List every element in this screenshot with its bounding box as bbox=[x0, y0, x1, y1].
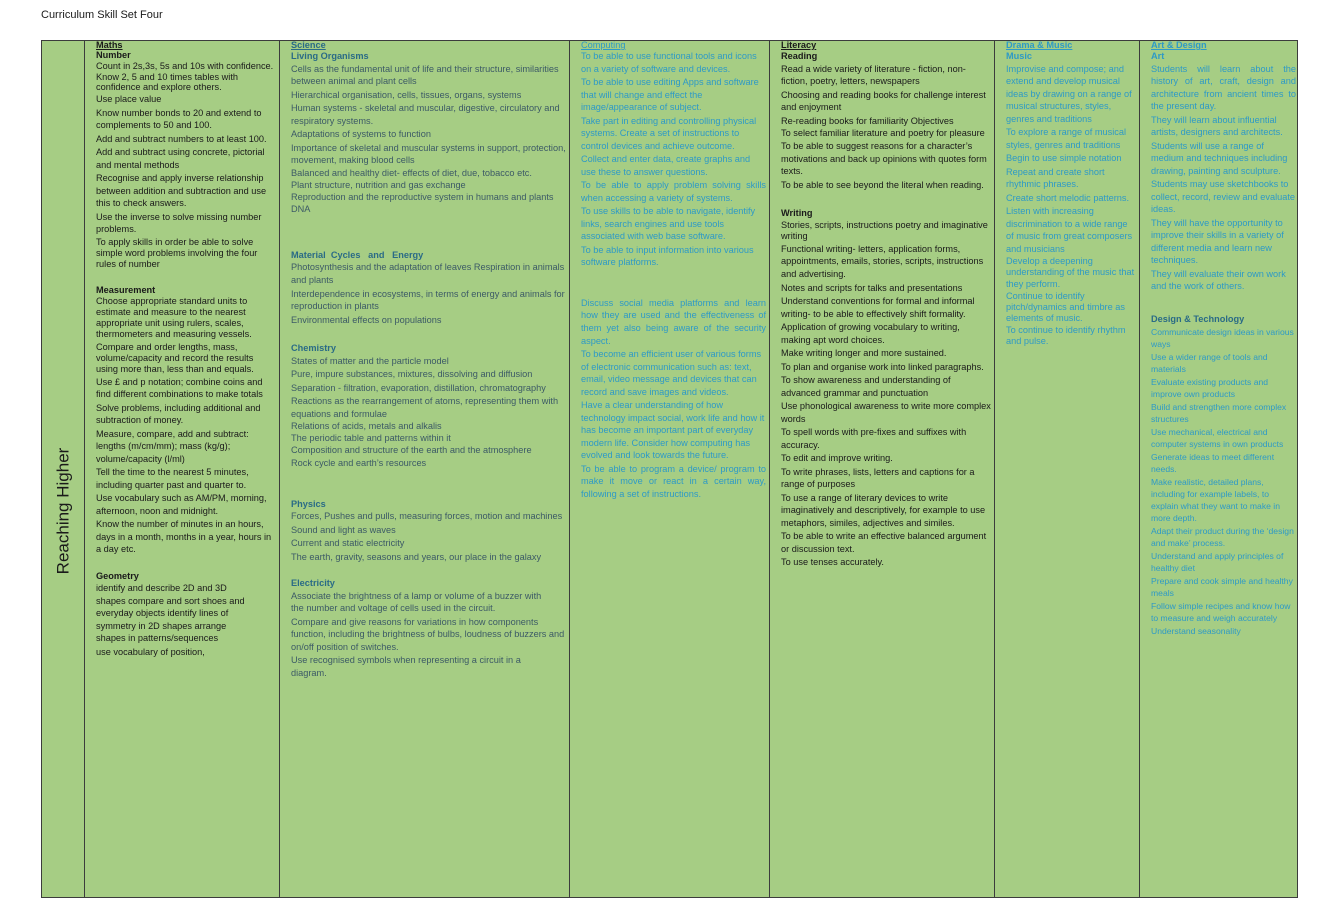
music-item: To explore a range of musical styles, genres and traditions bbox=[1006, 127, 1127, 150]
science-item: Cells as the fundamental unit of life and their structure, similarities between animal and plant cells bbox=[291, 63, 559, 87]
dt-item: Understand seasonality bbox=[1151, 626, 1241, 637]
maths-item: Use the inverse to solve missing number problems. bbox=[96, 211, 262, 235]
computing-item: To be able to input information into various software platforms. bbox=[581, 244, 754, 268]
dt-item: Understand and apply principles of healthy diet bbox=[1151, 551, 1284, 574]
science-item: The periodic table and patterns within it bbox=[291, 433, 451, 444]
literacy-item: To be able to suggest reasons for a character’s motivations and back up opinions with quotes form texts. bbox=[781, 141, 987, 177]
maths-geometry-heading: Geometry bbox=[96, 570, 139, 581]
art-item: Students will use a range of medium and techniques including drawing, painting and sculpture. bbox=[1151, 140, 1288, 176]
computing-item: Have a clear understanding of how technology impact social, work life and how it has become an important part of everyday modern life. Consider how computing has evolved and look towards the future. bbox=[581, 400, 765, 461]
maths-item: Know number bonds to 20 and extend to complements to 50 and 100. bbox=[96, 107, 262, 131]
maths-item: Use place value bbox=[96, 94, 162, 105]
maths-item: Use vocabulary such as AM/PM, morning, afternoon, noon and midnight. bbox=[96, 493, 267, 516]
computing-item: Collect and enter data, create graphs and use these to answer questions. bbox=[581, 154, 751, 177]
dt-item: Use mechanical, electrical and computer systems in own products bbox=[1151, 426, 1284, 449]
science-item: Plant structure, nutrition and gas exchange bbox=[291, 179, 466, 190]
literacy-item: To edit and improve writing. bbox=[781, 453, 893, 464]
literacy-item: To spell words with pre-fixes and suffixes with accuracy. bbox=[781, 427, 967, 450]
maths-measurement-heading: Measurement bbox=[96, 284, 156, 295]
art-item: They will learn about influential artists, designers and architects. bbox=[1151, 114, 1283, 138]
science-item: Composition and structure of the earth and the atmosphere bbox=[291, 445, 532, 456]
page-title: Curriculum Skill Set Four bbox=[41, 9, 163, 21]
music-heading: Music bbox=[1006, 51, 1033, 62]
literacy-item: To show awareness and understanding of advanced grammar and punctuation bbox=[781, 375, 951, 398]
art-heading: Art bbox=[1151, 51, 1165, 62]
science-item: Adaptations of systems to function bbox=[291, 129, 431, 140]
science-item: Associate the brightness of a lamp or volume of a buzzer with the number and voltage of cells used in the circuit. bbox=[291, 590, 542, 614]
science-item: Human systems - skeletal and muscular, digestive, circulatory and respiratory systems. bbox=[291, 103, 560, 126]
maths-item: Know the number of minutes in an hours, days in a month, months in a year, hours in a day etc. bbox=[96, 519, 272, 555]
literacy-item: To plan and organise work into linked paragraphs. bbox=[781, 361, 984, 372]
music-column bbox=[994, 41, 1139, 897]
literacy-item: Notes and scripts for talks and presentations bbox=[781, 282, 963, 293]
curriculum-table bbox=[41, 40, 1298, 898]
dt-item: Communicate design ideas in various ways bbox=[1151, 326, 1294, 349]
maths-item: To apply skills in order be able to solve simple word problems involving the four rules of number bbox=[96, 236, 258, 269]
row-label-cell bbox=[42, 41, 84, 897]
dt-item: Evaluate existing products and improve own products bbox=[1151, 376, 1269, 399]
science-item: The earth, gravity, seasons and years, our place in the galaxy bbox=[291, 551, 542, 562]
art-subject-heading: Art & Design bbox=[1151, 41, 1207, 50]
science-subject-heading: Science bbox=[291, 41, 326, 50]
literacy-item: Functional writing- letters, application forms, appointments, emails, stories, scripts, instructions and advertising. bbox=[781, 243, 984, 279]
literacy-item: Read a wide variety of literature - fiction, non-fiction, poetry, letters, newspapers bbox=[781, 63, 966, 87]
dt-item: Use a wider range of tools and materials bbox=[1151, 351, 1268, 374]
science-physics-heading: Physics bbox=[291, 498, 326, 509]
computing-column bbox=[569, 41, 769, 897]
science-electricity-heading: Electricity bbox=[291, 578, 335, 589]
maths-column bbox=[84, 41, 279, 897]
science-item: Rock cycle and earth’s resources bbox=[291, 458, 427, 469]
dt-item: Build and strengthen more complex structures bbox=[1151, 401, 1287, 424]
computing-item: To be able to apply problem solving skills when accessing a variety of systems. bbox=[581, 180, 766, 203]
science-item: Balanced and healthy diet- effects of diet, due, tobacco etc. bbox=[291, 167, 532, 178]
science-item: Reproduction and the reproductive system in humans and plants bbox=[291, 191, 554, 202]
literacy-item: Stories, scripts, instructions poetry and imaginative writing bbox=[781, 219, 988, 241]
science-item: Sound and light as waves bbox=[291, 524, 396, 535]
music-subject-heading: Drama & Music bbox=[1006, 41, 1073, 50]
computing-item: To become an efficient user of various forms of electronic communication such as: text, email, video message and devices that can record and save images and videos. bbox=[581, 349, 762, 397]
maths-item: identify and describe 2D and 3D shapes compare and sort shoes and everyday objects identify lines of symmetry in 2D shapes arrange shapes in patterns/sequences bbox=[96, 583, 245, 644]
literacy-subject-heading: Literacy bbox=[781, 41, 817, 50]
literacy-item: Choosing and reading books for challenge interest and enjoyment bbox=[781, 89, 986, 113]
science-item: Importance of skeletal and muscular systems in support, protection, movement, making blood cells bbox=[291, 142, 566, 166]
literacy-item: Re-reading books for familiarity Objectives bbox=[781, 115, 954, 126]
art-item: They will evaluate their own work and the work of others. bbox=[1151, 268, 1286, 292]
maths-number-heading: Number bbox=[96, 50, 131, 61]
computing-item: Discuss social media platforms and learn how they are used and the effectiveness of them yet also being aware of the security aspect. bbox=[581, 297, 766, 346]
science-item: States of matter and the particle model bbox=[291, 355, 449, 366]
literacy-writing-heading: Writing bbox=[781, 208, 813, 219]
art-item: They will have the opportunity to improve their skills in a variety of different media and learn new techniques. bbox=[1151, 217, 1284, 266]
science-item: Interdependence in ecosystems, in terms of energy and animals for reproduction in plants bbox=[291, 288, 565, 312]
science-item: Compare and give reasons for variations in how components function, including the brightness of bulbs, loudness of buzzers and on/off position of switches. bbox=[291, 616, 565, 652]
computing-subject-heading: Computing bbox=[581, 41, 626, 50]
maths-item: use vocabulary of position, bbox=[96, 646, 205, 657]
maths-item: Know 2, 5 and 10 times tables with confidence and explore others. bbox=[96, 71, 238, 92]
dt-item: Adapt their product during the ‘design and make’ process. bbox=[1151, 526, 1294, 549]
maths-item: Add and subtract using concrete, pictorial and mental methods bbox=[96, 147, 265, 170]
dt-item: Prepare and cook simple and healthy meals bbox=[1151, 576, 1293, 599]
science-item: Photosynthesis and the adaptation of leaves Respiration in animals and plants bbox=[291, 262, 565, 285]
computing-item: To be able to program a device/ program to make it move or react in a certain way, following a set of instructions. bbox=[581, 463, 766, 499]
music-item: Continue to identify pitch/dynamics and timbre as elements of music. bbox=[1006, 290, 1125, 323]
computing-item: To use skills to be able to navigate, identify links, search engines and use tools associated with web base software. bbox=[581, 206, 756, 242]
literacy-item: To be able to see beyond the literal when reading. bbox=[781, 179, 984, 190]
computing-item: To be able to use editing Apps and software that will change and effect the image/appearance of subject. bbox=[581, 77, 759, 113]
maths-item: Tell the time to the nearest 5 minutes, including quarter past and quarter to. bbox=[96, 467, 249, 490]
maths-item: Use £ and p notation; combine coins and find different combinations to make totals bbox=[96, 376, 263, 400]
science-item: Hierarchical organisation, cells, tissues, organs, systems bbox=[291, 89, 522, 100]
maths-item: Measure, compare, add and subtract: lengths (m/cm/mm); mass (kg/g); volume/capacity (l/ml) bbox=[96, 428, 249, 464]
science-item: Forces, Pushes and pulls, measuring forces, motion and machines bbox=[291, 511, 563, 522]
science-chemistry-heading: Chemistry bbox=[291, 343, 336, 354]
literacy-item: Make writing longer and more sustained. bbox=[781, 348, 947, 359]
science-item: DNA bbox=[291, 203, 311, 214]
literacy-reading-heading: Reading bbox=[781, 51, 818, 62]
dt-heading: Design & Technology bbox=[1151, 314, 1245, 324]
music-item: To continue to identify rhythm and pulse. bbox=[1006, 324, 1126, 346]
literacy-column bbox=[769, 41, 994, 897]
science-item: Reactions as the rearrangement of atoms, representing them with equations and formulae bbox=[291, 396, 559, 419]
literacy-item: To use tenses accurately. bbox=[781, 557, 884, 568]
music-item: Create short melodic patterns. bbox=[1006, 192, 1130, 203]
literacy-item: To use a range of literary devices to write imaginatively and descriptively, for example to use metaphors, similes, adjectives and similes. bbox=[781, 492, 986, 528]
dt-item: Make realistic, detailed plans, including for example labels, to explain what they want to make in more depth. bbox=[1151, 476, 1280, 523]
art-column bbox=[1139, 41, 1298, 897]
music-item: Repeat and create short rhythmic phrases. bbox=[1006, 166, 1105, 190]
science-item: Environmental effects on populations bbox=[291, 314, 442, 325]
science-item: Current and static electricity bbox=[291, 538, 405, 549]
science-item: Pure, impure substances, mixtures, dissolving and diffusion bbox=[291, 369, 533, 380]
dt-item: Follow simple recipes and know how to measure and weigh accurately bbox=[1151, 601, 1291, 624]
science-living-heading: Living Organisms bbox=[291, 51, 369, 62]
maths-item: Add and subtract numbers to at least 100. bbox=[96, 133, 267, 144]
science-item: Use recognised symbols when representing a circuit in a diagram. bbox=[291, 655, 521, 678]
literacy-item: Application of growing vocabulary to writing, making apt word choices. bbox=[781, 322, 960, 345]
maths-item: Count in 2s,3s, 5s and 10s with confidence. bbox=[96, 60, 274, 71]
computing-item: Take part in editing and controlling physical systems. Create a set of instructions to control devices and achieve outcome. bbox=[581, 115, 757, 151]
maths-item: Choose appropriate standard units to estimate and measure to the nearest appropriate unit using rulers, scales, thermometers and measuring vessels. bbox=[96, 296, 252, 340]
maths-subject-heading: Maths bbox=[96, 41, 123, 50]
music-item: Listen with increasing discrimination to a wide range of music from great composers and musicians bbox=[1006, 206, 1133, 254]
maths-item: Solve problems, including additional and subtraction of money. bbox=[96, 402, 261, 426]
music-item: Improvise and compose; and extend and develop musical ideas by drawing on a range of musical structures, styles, genres and traditions bbox=[1006, 63, 1132, 124]
science-item: Relations of acids, metals and alkalis bbox=[291, 421, 442, 432]
music-item: Begin to use simple notation bbox=[1006, 153, 1122, 164]
science-item: Separation - filtration, evaporation, distillation, chromatography bbox=[291, 382, 546, 393]
maths-item: Recognise and apply inverse relationship between addition and subtraction and use this to check answers. bbox=[96, 173, 267, 209]
literacy-item: To be able to write an effective balanced argument or discussion text. bbox=[781, 531, 987, 554]
science-column bbox=[279, 41, 569, 897]
row-label: Reaching Higher bbox=[53, 447, 73, 575]
literacy-item: To select familiar literature and poetry for pleasure bbox=[781, 128, 985, 139]
dt-item: Generate ideas to meet different needs. bbox=[1151, 451, 1275, 474]
literacy-item: Understand conventions for formal and informal writing- to be able to effectively shift formality. bbox=[781, 296, 975, 319]
literacy-item: To write phrases, lists, letters and captions for a range of purposes bbox=[781, 466, 975, 490]
computing-item: To be able to use functional tools and icons on a variety of software and devices. bbox=[581, 51, 757, 74]
science-material-heading: Material Cycles and Energy bbox=[291, 249, 424, 260]
music-item: Develop a deepening understanding of the music that they perform. bbox=[1006, 256, 1135, 289]
art-item: Students will learn about the history of art, craft, design and architecture from ancient times to the present day. bbox=[1151, 63, 1296, 112]
maths-item: Compare and order lengths, mass, volume/capacity and record the results using more than, less than and equals. bbox=[96, 341, 254, 374]
literacy-item: Use phonological awareness to write more complex words bbox=[781, 401, 991, 424]
art-item: Students may use sketchbooks to collect, record, review and evaluate ideas. bbox=[1151, 179, 1296, 215]
